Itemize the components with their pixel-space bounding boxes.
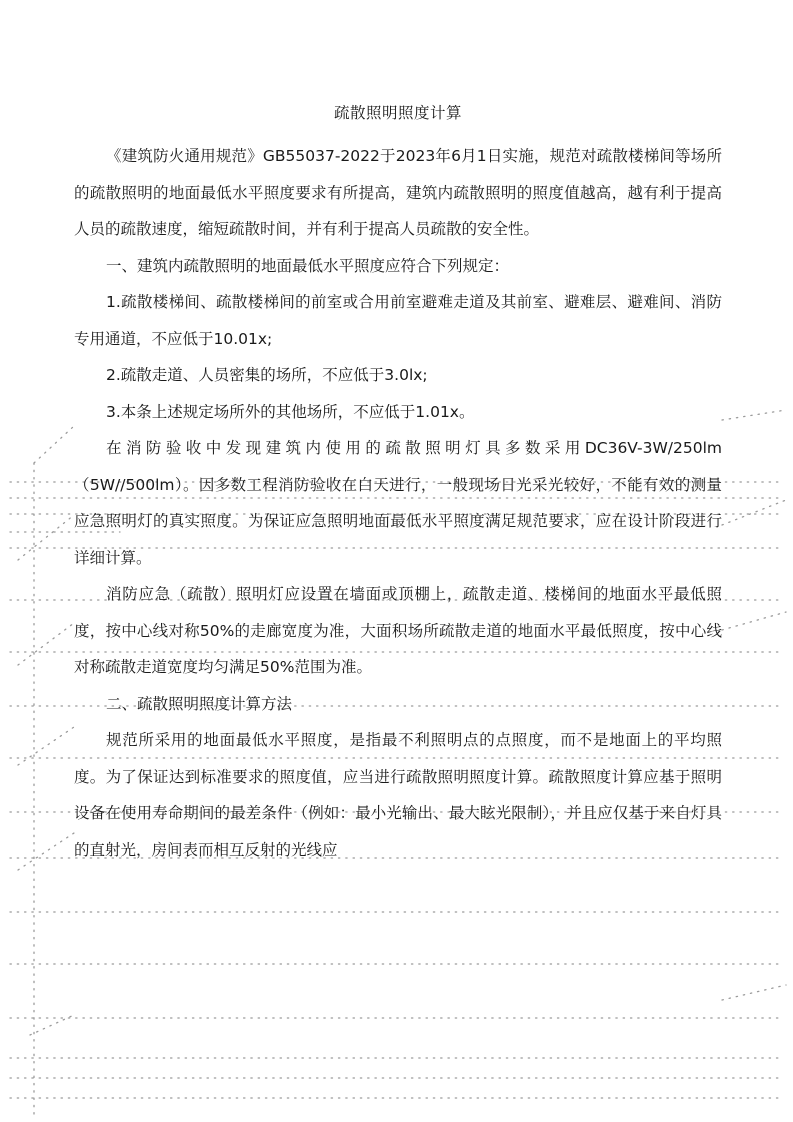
inspection-paragraph: 在消防验收中发现建筑内使用的疏散照明灯具多数采用DC36V-3W/250lm（5W//500lm）。因多数工程消防验收在白天进行，一般现场日光采光较好，不能有效的测量应急照明灯的真实照度。为保证应急照明地面最低水平照度满足规范要求，应在设计阶段进行详细计算。	[74, 439, 722, 567]
section-2-heading: 二、疏散照明照度计算方法	[106, 694, 293, 713]
document-title: 疏散照明照度计算	[333, 104, 462, 122]
method-paragraph: 规范所采用的地面最低水平照度，是指最不利照明点的点照度，而不是地面上的平均照度。为了保证达到标准要求的照度值，应当进行疏散照明照度计算。疏散照度计算应基于照明设备在使用寿命期间的最差条件（例如：最小光输出、最大眩光限制），并且应仅基于来自灯具的直射光，房间表而相互反射的光线应	[74, 731, 722, 859]
section-1-item-2: 2.疏散走道、人员密集的场所，不应低于3.0lx;	[106, 366, 428, 384]
section-1-heading: 一、建筑内疏散照明的地面最低水平照度应符合下列规定：	[106, 256, 510, 275]
section-1-item-3: 3.本条上述规定场所外的其他场所，不应低于1.01x。	[106, 402, 475, 421]
installation-paragraph: 消防应急（疏散）照明灯应设置在墙面或顶棚上，疏散走道、楼梯间的地面水平最低照度，按中心线对称50%的走廊宽度为准，大面积场所疏散走道的地面水平最低照度，按中心线对称疏散走道宽度均匀满足50%范围为准。	[74, 585, 722, 676]
document-body	[74, 101, 722, 868]
section-1-item-1: 1.疏散楼梯间、疏散楼梯间的前室或合用前室避难走道及其前室、避难层、避难间、消防专用通道，不应低于10.01x;	[74, 293, 722, 348]
intro-paragraph: 《建筑防火通用规范》GB55037-2022于2023年6月1日实施，规范对疏散楼梯间等场所的疏散照明的地面最低水平照度要求有所提高，建筑内疏散照明的照度值越高，越有利于提高人员的疏散速度，缩短疏散时间，并有利于提高人员疏散的安全性。	[74, 147, 722, 238]
